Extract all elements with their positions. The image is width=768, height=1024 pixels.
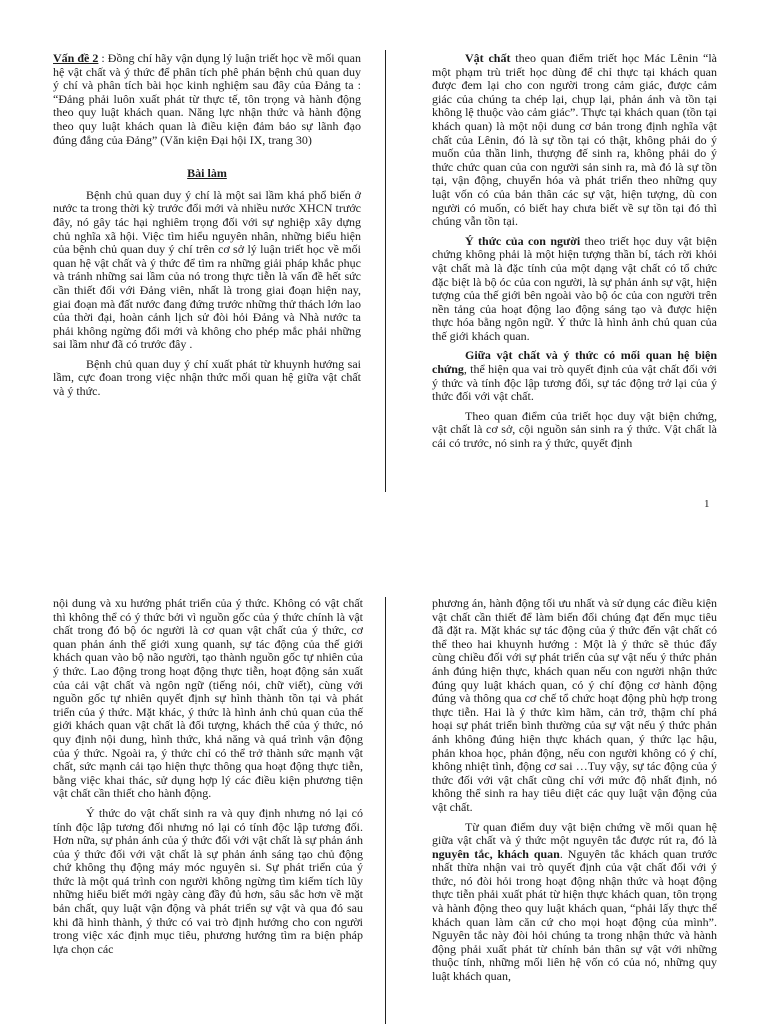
term-bold: Giữa vật chất và ý thức có mối quan hệ biện chứng [432, 348, 717, 377]
body-paragraph: Bệnh chủ quan duy ý chí là một sai lầm khá phổ biến ở nước ta trong thời kỳ trước đổi mới và nhiều nước XHCN trước đây, nó gây tác hại nghiêm trọng đối với sự nghiệp xây dựng chủ nghĩa xã hội. Việc tìm hiểu nguyên nhân, những biểu hiện của bệnh chủ quan duy ý chí trên cơ sở lý luận triết học về mối quan hệ vật chất và ý thức để tìm ra những giải pháp khắc phục và tránh những sai lầm của nó trong thực tiễn là vấn đề hết sức cần thiết đối với Đảng viên, nhất là trong giai đoạn hiện nay, giai đoạn mà đất nước đang đứng trước những thử thách lớn lao của thời đại, hoàn cảnh lịch sử đòi hỏi Đảng và Nhà nước ta phải không ngừng đổi mới và không cho phép mắc phải những sai lầm như đã có trước đây . [53, 187, 361, 352]
page2-left-column [53, 597, 363, 962]
body-paragraph: Ý thức do vật chất sinh ra và quy định nhưng nó lại có tính độc lập tương đối nhưng nó lại có tính độc lập tương đối. Hơn nữa, sự phản ánh của ý thức đối với vật chất là sự phản ánh của ý thức đối với vật chất là sự phản ánh sáng tạo chủ động chứ không thụ động máy móc nguyên si. Sự phát triển của ý thức là một quá trình con người không ngừng tìm kiếm tích lũy những hiểu biết mới ngày càng đầy đủ hơn, sâu sắc hơn về mặt bản chất, quy luật vận động và phát triển sự vật và qua đó sau khi đã hình thành, ý thức có vai trò định hướng cho con người trong việc xác định mục tiêu, phương hướng tìm ra biện pháp lựa chọn các [53, 805, 363, 956]
body-paragraph [432, 349, 717, 403]
body-paragraph: nội dung và xu hướng phát triển của ý thức. Không có vật chất thì không thể có ý thức bởi vì nguồn gốc của ý thức chính là vật chất trong đó bộ óc người là cơ quan vật chất của ý thức, cơ quan phản ánh thế giới xung quanh, sự tác động của thế giới khách quan vào bộ não người, tạo thành nguồn gốc tự nhiên của ý thức. Lao động trong hoạt động thực tiễn, hoạt động sản xuất của cải vật chất và ngôn ngữ (tiếng nói, chữ viết), cùng với nguồn gốc tự nhiên quyết định sự hình thành tồn tại và phát triển của ý thức. Mặt khác, ý thức là hình ảnh chủ quan của thế giới khách quan vật chất là đối tượng, khách thể của ý thức, nó quy định nội dung, hình thức, khả năng và quá trình vận động của ý thức. Ngoài ra, ý thức chỉ có thể trở thành sức mạnh vật chất, sức mạnh cải tạo hiện thực thông qua hoạt động thực tiễn, bằng việc khai thác, sử dụng hợp lý các điều kiện phương tiện vật chất cần thiết cho hành động. [53, 596, 363, 801]
answer-title: Bài làm [187, 166, 227, 181]
body-paragraph: Theo quan điểm của triết học duy vật biện chứng, vật chất là cơ sở, cội nguồn sản sinh ra ý thức. Vật chất là cái có trước, nó sinh ra ý thức, quyết định [432, 408, 717, 451]
question-text: : Đồng chí hãy vận dụng lý luận triết học về mối quan hệ vật chất và ý thức để phân tích phê phán bệnh chủ quan duy ý chí và phân tích bài học kinh nghiệm sau đây của Đảng ta : “Đảng phải luôn xuất phát từ thực tế, tôn trọng và hành động theo quy luật khách quan. Năng lực nhận thức và hành động theo quy luật khách quan là điều kiện đảm bảo sự lãnh đạo đúng đắng của Đảng” (Văn kiện Đại hội IX, trang 30) [53, 51, 361, 147]
paragraph-text: Từ quan điểm duy vật biện chứng về mối quan hệ giữa vật chất và ý thức một nguyên tắc được rút ra, đó là [432, 819, 717, 848]
page-gap [0, 540, 768, 578]
question-label: Vấn đề 2 [53, 51, 99, 65]
column-divider [385, 597, 386, 1024]
body-paragraph [432, 821, 717, 984]
question-paragraph [53, 52, 361, 147]
term-bold: Ý thức của con người [465, 233, 581, 248]
page2-right-column [432, 597, 717, 990]
paragraph-text: theo triết học duy vật biện chứng không phải là một hiện tượng thần bí, tách rời khỏi vật chất mà là đặc tính của một dạng vật chất có tổ chức đặc biệt là bộ óc của con người, là sự phản ánh sự vật, hiện tượng của thế giới bên ngoài vào bộ óc của con người trên nền tảng của hoạt động lao động sáng tạo và được hiện thực hóa bằng ngôn ngữ. Ý thức là hình ảnh chủ quan của thế giới khách quan. [432, 233, 718, 343]
page1-right-column [432, 52, 717, 457]
body-paragraph: phương án, hành động tối ưu nhất và sử dụng các điều kiện vật chất cần thiết để làm biến đổi chúng đạt đến mục tiêu đã đặt ra. Mặt khác sự tác động của ý thức đến vật chất có thể theo hai khuynh hướng : Một là ý thức sẽ thúc đẩy cùng chiều đối với sự phát triển của sự vật nếu ý thức phản ánh đúng hiện thực, khách quan nếu con người nhận thức đúng quy luật khách quan, có ý chí động cơ hành động đúng và thông qua cơ chế tổ chức hoạt động phù hợp trong thực tiễn. Hai là ý thức kìm hãm, cản trở, thậm chí phá hoại sự phát triển bình thường của sự vật nếu ý thức phản ánh không đúng hiện thực khách quan, ý thức lạc hậu, phản khoa học, phản động, nếu con người không có ý chí, không nhiệt tình, động cơ sai …Tuy vậy, sự tác động của ý thức đối với vật chất cũng chỉ với mức độ nhất định, nó không thể sinh ra hay tiêu diệt các quy luật vận động của vật chất. [432, 596, 717, 814]
body-paragraph: Bệnh chủ quan duy ý chí xuất phát từ khuynh hướng sai lầm, cực đoan trong việc nhận thức mối quan hệ giữa vật chất và ý thức. [53, 356, 361, 399]
column-divider [385, 50, 386, 492]
paragraph-text: theo quan điểm triết học Mác Lênin “là một phạm trù triết học dùng để chỉ thực tại khách quan được đem lại cho con người trong cảm giác, được cảm giác của chúng ta chép lại, chụp lại, phản ánh và tồn tại không lệ thuộc vào cảm giác”. Thực tại khách quan (tồn tại khách quan) là một nội dung cơ bản trong định nghĩa vật chất của Lênin, đó là sự tồn tại có thật, không phải do ý muốn của thần linh, thượng đế sinh ra, không phải do ý thức chức quan của con người sản sinh ra, mà đó là sự tồn tại, vận động, chuyển hóa và phát triển theo những quy luật vốn có của bản thân các sự vật, hiện tượng, dù con người có muốn, có biết hay chưa biết về sự tồn tại đó thì chúng vẫn tồn tại. [432, 51, 717, 229]
paragraph-text: , thể hiện qua vai trò quyết định của vật chất đối với ý thức và tính độc lập tương đối, sự tác động trở lại của ý thức đối với vật chất. [432, 362, 717, 404]
body-paragraph [432, 235, 717, 344]
page-number: 1 [704, 498, 710, 510]
paragraph-text: . Nguyên tắc khách quan trước nhất thừa nhận vai trò quyết định của vật chất đối với ý thức, nó đòi hỏi trong hoạt động nhận thức và hoạt động thực tiễn phải xuất phát từ hiện thực khách quan, tôn trọng và hành động theo quy luật khách quan, “phải lấy thực thể khách quan làm căn cứ cho mọi hoạt động của mình”. Nguyên tắc này đòi hỏi chúng ta trong nhận thức và hành động phải xuất phát từ chính bản thân sự vật với những thuộc tính, những mối liên hệ vốn có của nó, những quy luật khách quan, [432, 846, 717, 984]
term-bold: nguyên tắc, khách quan [432, 846, 560, 861]
page1-left-column [53, 52, 361, 405]
term-bold: Vật chất [465, 51, 511, 65]
body-paragraph [432, 52, 717, 229]
